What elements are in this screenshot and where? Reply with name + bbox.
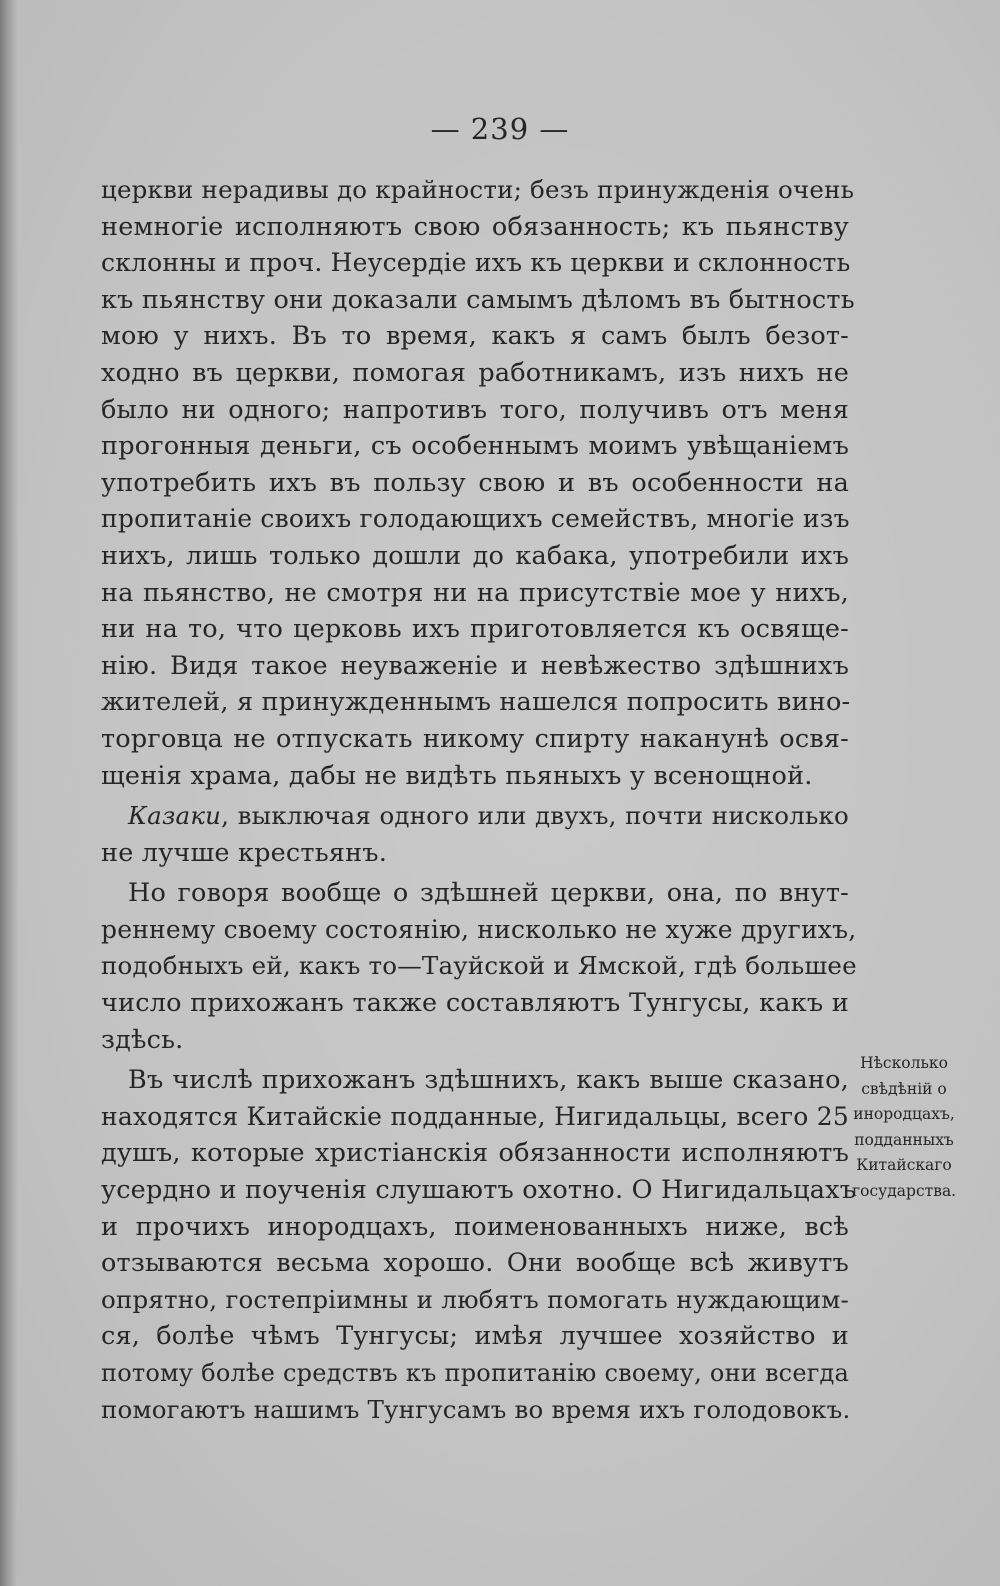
- text-line: число прихожанъ также составляютъ Тунгусы, какъ и: [101, 988, 849, 1019]
- margin-note-line: Китайскаго: [856, 1156, 952, 1174]
- text-line: усердно и поученія слушаютъ охотно. О Нигидальцахъ: [101, 1175, 857, 1206]
- main-text: [101, 172, 857, 1428]
- text-line: немногіе исполняютъ свою обязанность; къ пьянству: [101, 211, 849, 242]
- text-line: было ни одного; напротивъ того, получивъ отъ меня: [101, 394, 849, 425]
- page-number: — 239 —: [430, 112, 570, 146]
- text-line: мою у нихъ. Въ то время, какъ я самъ былъ безот-: [101, 321, 849, 352]
- text-line: отзываются весьма хорошо. Они вообще всѣ живутъ: [101, 1248, 849, 1279]
- margin-note-line: государства.: [852, 1181, 957, 1200]
- text-line: пропитаніе своихъ голодающихъ семействъ, многіе изъ: [101, 504, 850, 534]
- text-line: и прочихъ инородцахъ, поименованныхъ ниже, всѣ: [101, 1211, 849, 1242]
- margin-note-line: Нѣсколько: [860, 1054, 948, 1072]
- page-binding-edge: [0, 0, 18, 1586]
- text-line: ни на то, что церковь ихъ приготовляется къ освяще-: [101, 614, 849, 645]
- text-line: щенія храма, дабы не видѣть пьяныхъ у всенощной.: [101, 760, 813, 791]
- text-line: Въ числѣ прихожанъ здѣшнихъ, какъ выше сказано,: [128, 1065, 849, 1096]
- text-line: на пьянство, не смотря ни на присутствіе мое у нихъ,: [101, 577, 849, 608]
- text-line: здѣсь.: [101, 1024, 184, 1055]
- text-line: не лучше крестьянъ.: [101, 837, 387, 868]
- margin-note: [852, 1051, 956, 1204]
- text-line: употребить ихъ въ пользу свою и въ особенности на: [101, 467, 849, 498]
- margin-note-line: подданныхъ: [854, 1130, 954, 1149]
- text-line: Но говоря вообще о здѣшней церкви, она, по внут-: [128, 878, 849, 909]
- text-line: церкви нерадивы до крайности; безъ принужденія очень: [101, 175, 855, 204]
- text-line: находятся Китайскіе подданные, Нигидальцы, всего 25: [101, 1101, 849, 1131]
- margin-note-line: инородцахъ,: [853, 1105, 955, 1123]
- text-line: подобныхъ ей, какъ то—Тауйской и Ямской, гдѣ большее: [101, 951, 857, 981]
- text-line: потому болѣе средствъ къ пропитанію своему, они всегда: [101, 1359, 849, 1387]
- text-line: нію. Видя такое неуваженіе и невѣжество здѣшнихъ: [101, 650, 849, 681]
- text-line: ходно въ церкви, помогая работникамъ, изъ нихъ не: [101, 357, 849, 388]
- text-line: душъ, которые христіанскія обязанности исполняютъ: [101, 1138, 849, 1169]
- text-line: реннему своему состоянію, нисколько не хуже другихъ,: [101, 914, 857, 944]
- text-line: помогаютъ нашимъ Тунгусамъ во время ихъ голодовокъ.: [101, 1394, 851, 1424]
- text-line: нихъ, лишь только дошли до кабака, употребили ихъ: [101, 540, 849, 571]
- text-line: ся, болѣе чѣмъ Тунгусы; имѣя лучшее хозяйство и: [101, 1321, 849, 1352]
- italic-word: Казаки: [128, 801, 222, 831]
- margin-note-line: свѣдѣній о: [861, 1079, 947, 1098]
- text-line: жителей, я принужденнымъ нашелся попросить вино-: [101, 687, 851, 718]
- text-line: прогонныя деньги, съ особеннымъ моимъ увѣщаніемъ: [101, 431, 849, 462]
- text-line: торговца не отпускать никому спирту наканунѣ освя-: [101, 723, 849, 754]
- text-fragment: , выключая одного или двухъ, почти нисколько: [221, 801, 849, 831]
- text-line: склонны и проч. Неусердіе ихъ къ церкви и склонность: [101, 248, 851, 278]
- text-line: къ пьянству они доказали самымъ дѣломъ въ бытность: [101, 284, 855, 315]
- text-line-kazaki: [101, 798, 849, 835]
- text-line: опрятно, гостепріимны и любятъ помогать нуждающим-: [101, 1284, 849, 1314]
